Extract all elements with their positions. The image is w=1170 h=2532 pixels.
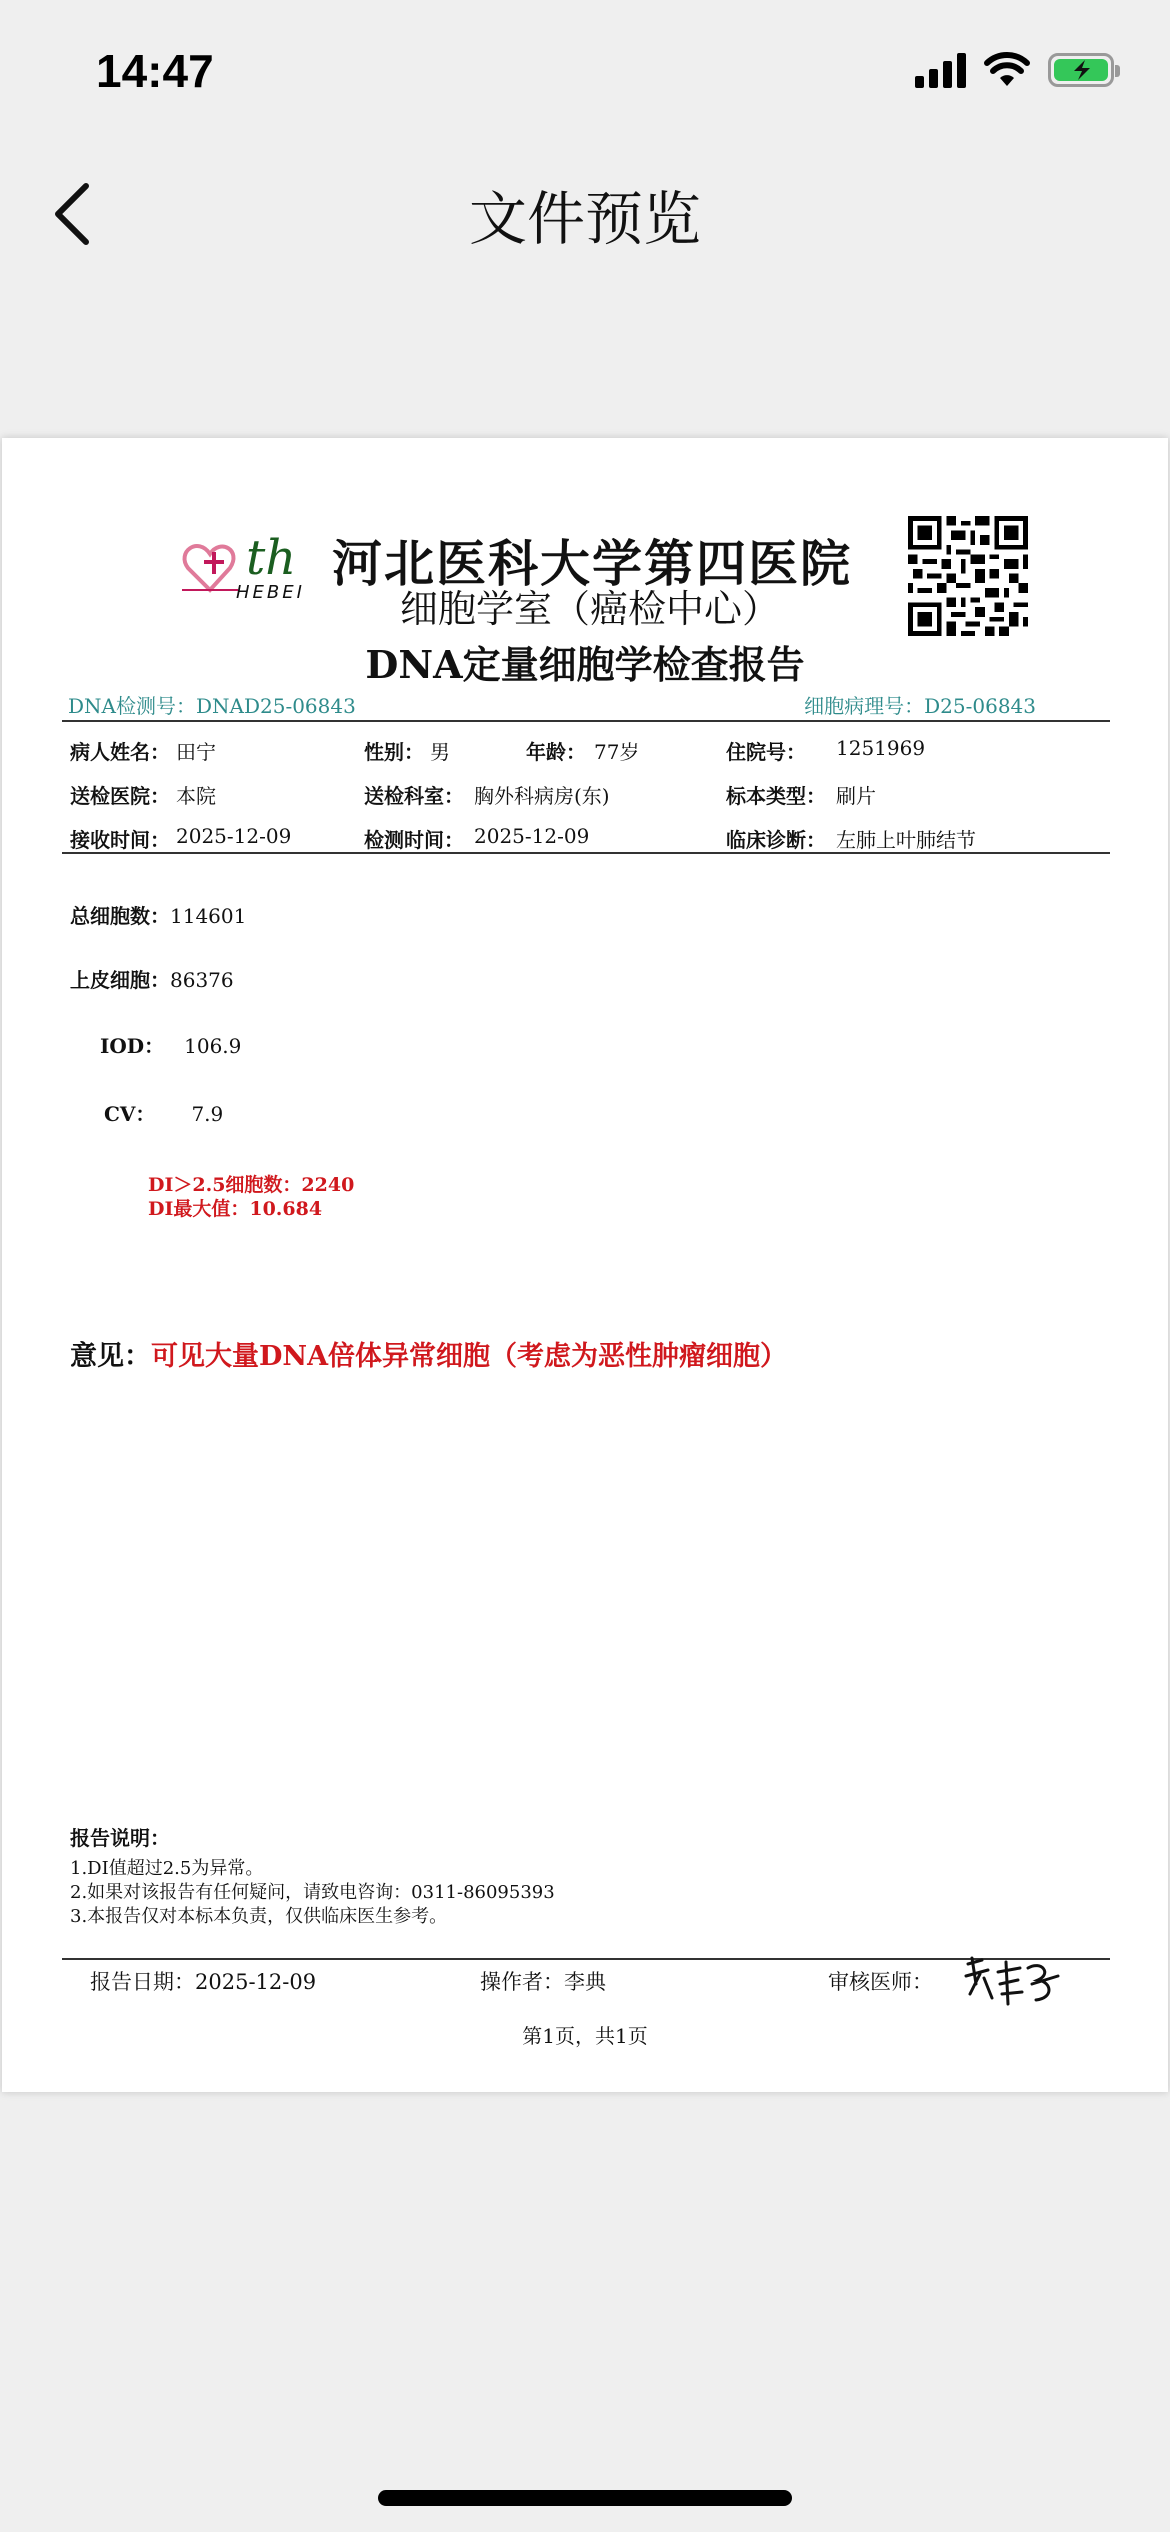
specimen-label: 标本类型： — [726, 784, 826, 808]
opinion — [70, 1334, 787, 1373]
cv-label: CV： — [104, 1102, 156, 1126]
gender-label: 性别： — [364, 740, 424, 764]
dept-label: 送检科室： — [364, 784, 464, 808]
epithelial-label: 上皮细胞： — [70, 968, 170, 992]
di-max: DI最大值：10.684 — [148, 1198, 323, 1220]
epithelial-value: 86376 — [170, 968, 234, 992]
cv — [104, 1098, 223, 1127]
status-bar — [0, 0, 1170, 140]
diagnosis-value: 左肺上叶肺结节 — [836, 828, 976, 852]
epithelial-cells — [70, 964, 234, 993]
specimen-value: 刷片 — [836, 784, 876, 808]
info-row-3 — [2, 824, 1168, 854]
status-icons — [915, 52, 1114, 88]
battery-icon — [1048, 53, 1114, 87]
reviewer-label: 审核医师： — [828, 1970, 933, 1994]
nav-bar — [0, 150, 1170, 270]
signature-image — [962, 1954, 1062, 2010]
total-cells — [70, 900, 246, 929]
note-item: 1.DI值超过2.5为异常。 — [70, 1858, 264, 1879]
iod-value: 106.9 — [184, 1034, 242, 1058]
hospital-name: 河北医科大学第四医院 — [332, 534, 852, 593]
wifi-icon — [984, 52, 1030, 88]
iod — [100, 1030, 241, 1059]
di-count: DI＞2.5细胞数：2240 — [148, 1174, 355, 1196]
home-indicator[interactable] — [378, 2490, 792, 2506]
received-label: 接收时间： — [70, 828, 170, 852]
logo-text: HEBEI — [236, 582, 305, 603]
diagnosis-label: 临床诊断： — [726, 828, 826, 852]
info-row-2 — [2, 780, 1168, 810]
department-name: 细胞学室（癌检中心） — [399, 587, 780, 631]
iod-label: IOD： — [100, 1034, 165, 1058]
hospital-label: 送检医院： — [70, 784, 170, 808]
opinion-value: 可见大量DNA倍体异常细胞（考虑为恶性肿瘤细胞） — [151, 1341, 788, 1372]
qr-code-icon — [908, 516, 1028, 636]
report-title: DNA定量细胞学检查报告 — [365, 642, 805, 687]
operator: 操作者：李典 — [480, 1970, 606, 1994]
patient-name-value: 田宁 — [176, 740, 216, 764]
page-title: 文件预览 — [468, 185, 701, 253]
cv-value: 7.9 — [191, 1102, 224, 1126]
patient-name-label: 病人姓名： — [70, 740, 170, 764]
dept-value: 胸外科病房(东) — [474, 784, 610, 808]
tested-label: 检测时间： — [364, 828, 464, 852]
cyto-value: D25-06843 — [924, 694, 1036, 718]
received-value: 2025-12-09 — [176, 824, 292, 848]
inpatient-label: 住院号： — [726, 740, 806, 764]
dna-test-value: DNAD25-06843 — [195, 694, 356, 718]
cytopathology-number — [804, 690, 1036, 719]
cellular-signal-icon — [915, 52, 966, 88]
dna-test-label: DNA检测号： — [68, 694, 196, 718]
status-time: 14:47 — [96, 45, 214, 97]
tested-value: 2025-12-09 — [474, 824, 590, 848]
info-row-1 — [2, 736, 1168, 766]
notes-title: 报告说明： — [70, 1826, 170, 1850]
total-cells-value: 114601 — [170, 904, 247, 928]
gender-value: 男 — [430, 740, 450, 764]
info-divider — [62, 852, 1110, 854]
total-cells-label: 总细胞数： — [70, 904, 170, 928]
opinion-label: 意见： — [70, 1341, 151, 1372]
header-divider — [62, 720, 1110, 722]
footer-divider — [62, 1958, 1110, 1960]
page-number: 第1页，共1页 — [522, 2024, 648, 2048]
svg-text:th: th — [246, 530, 297, 586]
age-label: 年龄： — [526, 740, 586, 764]
inpatient-value: 1251969 — [836, 736, 926, 760]
dna-test-number — [68, 690, 356, 719]
note-item: 2.如果对该报告有任何疑问，请致电咨询：0311-86095393 — [70, 1882, 555, 1903]
report-date: 报告日期：2025-12-09 — [90, 1970, 317, 1994]
document-preview[interactable] — [2, 438, 1168, 2092]
cyto-label: 细胞病理号： — [804, 694, 925, 718]
age-value: 77岁 — [594, 740, 640, 764]
note-item: 3.本报告仅对本标本负责，仅供临床医生参考。 — [70, 1906, 448, 1927]
hospital-value: 本院 — [176, 784, 216, 808]
